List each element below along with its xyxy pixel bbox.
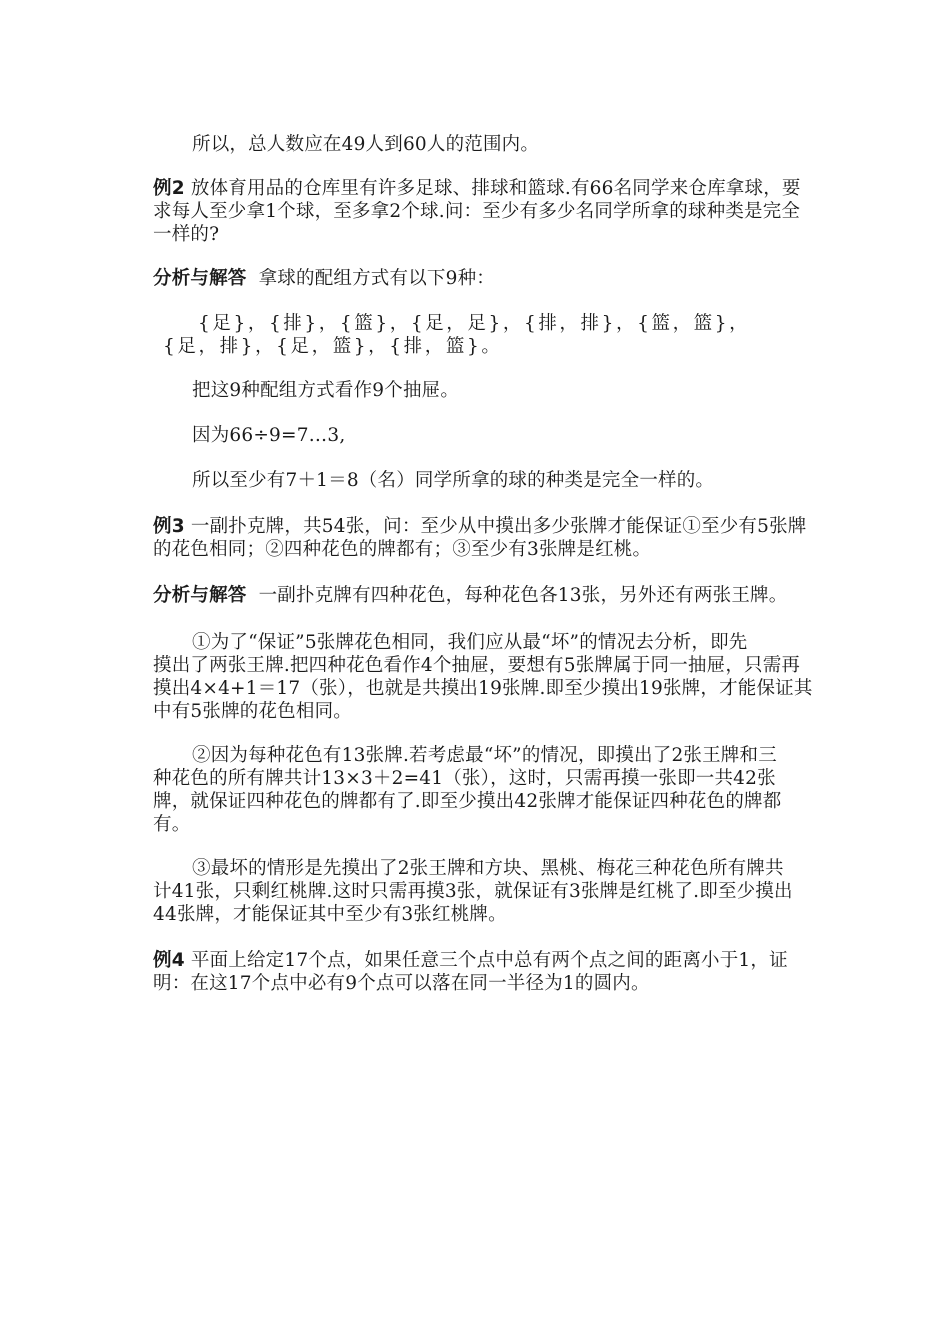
example2-question-text-1: 放体育用品的仓库里有许多足球、排球和篮球.有66名同学来仓库拿球，要	[190, 178, 801, 199]
example2-label: 例2	[153, 178, 185, 199]
example2-analysis-text: 拿球的配组方式有以下9种：	[258, 268, 495, 289]
example2-question-line-2: 求每人至少拿1个球，至多拿2个球.问：至少有多少名同学所拿的球种类是完全	[153, 201, 801, 222]
example3-solution1-line-1: ①为了“保证”5张牌花色相同，我们应从最“坏”的情况去分析，即先	[192, 632, 748, 653]
example3-solution1-line-4: 中有5张牌的花色相同。	[153, 701, 352, 722]
example3-analysis-line	[153, 585, 787, 607]
example4-question-line-1	[153, 950, 788, 972]
example2-analysis-label: 分析与解答	[153, 268, 247, 289]
example2-paragraph-3: 所以至少有7＋1＝8（名）同学所拿的球的种类是完全一样的。	[192, 470, 715, 491]
example2-question-line-3: 一样的?	[153, 224, 220, 245]
example2-question-line-1	[153, 178, 801, 200]
example4-label: 例4	[153, 950, 185, 971]
example3-solution3-line-3: 44张牌，才能保证其中至少有3张红桃牌。	[153, 904, 507, 925]
example3-solution3-line-2: 计41张，只剩红桃牌.这时只需再摸3张，就保证有3张牌是红桃了.即至少摸出	[153, 881, 793, 902]
example3-solution3-line-1: ③最坏的情形是先摸出了2张王牌和方块、黑桃、梅花三种花色所有牌共	[192, 858, 784, 879]
example2-combos-line-1: {足}，{排}，{篮}，{足，足}，{排，排}，{篮，篮}，	[198, 313, 751, 334]
example2-analysis-line	[153, 268, 495, 290]
example3-solution2-line-4: 有。	[153, 814, 191, 835]
example3-label: 例3	[153, 516, 185, 537]
example4-question-line-2: 明：在这17个点中必有9个点可以落在同一半径为1的圆内。	[153, 973, 650, 994]
example2-combos-line-2: {足，排}，{足，篮}，{排，篮}。	[163, 336, 503, 357]
example3-analysis-text: 一副扑克牌有四种花色，每种花色各13张，另外还有两张王牌。	[258, 585, 788, 606]
example2-paragraph-2: 因为66÷9=7…3,	[192, 425, 346, 446]
example4-question-text-1: 平面上给定17个点，如果任意三个点中总有两个点之间的距离小于1，证	[190, 950, 788, 971]
example3-question-line-2: 的花色相同；②四种花色的牌都有；③至少有3张牌是红桃。	[153, 539, 652, 560]
example3-question-line-1	[153, 516, 807, 538]
example2-paragraph-1: 把这9种配组方式看作9个抽屉。	[192, 380, 460, 401]
example3-analysis-label: 分析与解答	[153, 585, 247, 606]
intro-line: 所以，总人数应在49人到60人的范围内。	[192, 134, 540, 155]
example3-solution1-line-3: 摸出4×4+1＝17（张），也就是共摸出19张牌.即至少摸出19张牌，才能保证其	[153, 678, 813, 699]
example3-solution2-line-1: ②因为每种花色有13张牌.若考虑最“坏”的情况，即摸出了2张王牌和三	[192, 745, 777, 766]
example3-question-text-1: 一副扑克牌，共54张，问：至少从中摸出多少张牌才能保证①至少有5张牌	[190, 516, 807, 537]
example3-solution2-line-2: 种花色的所有牌共计13×3＋2=41（张），这时，只需再摸一张即一共42张	[153, 768, 776, 789]
example3-solution2-line-3: 牌，就保证四种花色的牌都有了.即至少摸出42张牌才能保证四种花色的牌都	[153, 791, 782, 812]
example3-solution1-line-2: 摸出了两张王牌.把四种花色看作4个抽屉，要想有5张牌属于同一抽屉，只需再	[153, 655, 801, 676]
